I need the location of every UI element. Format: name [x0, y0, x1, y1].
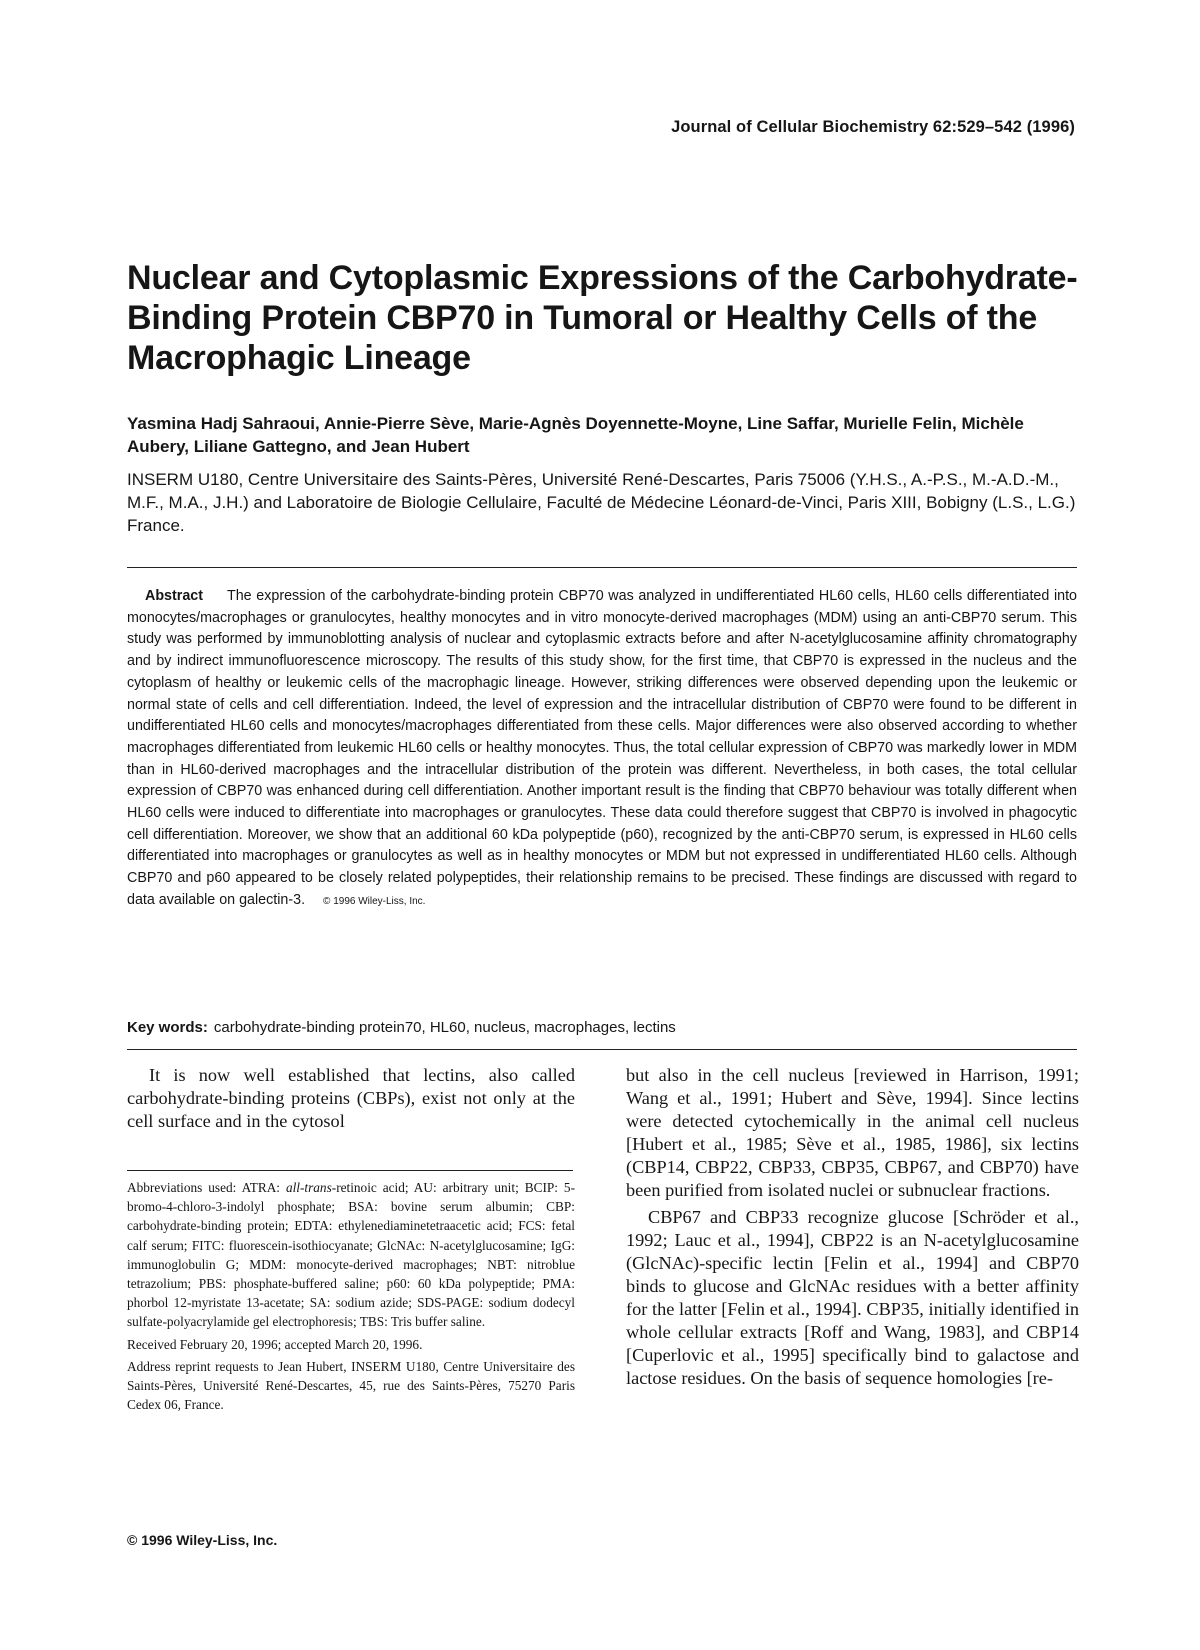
right-column — [626, 1064, 1079, 1394]
divider-bottom — [127, 1049, 1077, 1050]
abstract-label: Abstract — [145, 588, 203, 604]
affiliation: INSERM U180, Centre Universitaire des Saints-Pères, Université René-Descartes, Paris 75006 (Y.H.S., A.-P.S., M.-A.D.-M., M.F., M.A., J.H.) and Laboratoire de Biologie Cellulaire, Faculté de Médecine Léonard-de-Vinci, Paris XIII, Bobigny (L.S., L.G.) France. — [127, 470, 1076, 535]
keywords-text: carbohydrate-binding protein70, HL60, nucleus, macrophages, lectins — [213, 1019, 676, 1036]
keywords-label: Key words: — [127, 1019, 208, 1036]
footer-copyright: © 1996 Wiley-Liss, Inc. — [127, 1532, 278, 1548]
intro-paragraph-right-2: CBP67 and CBP33 recognize glucose [Schröder et al., 1992; Lauc et al., 1994], CBP22 is an N-acetylglucosamine (GlcNAc)-specific lectin [Felin et al., 1994] and CBP70 binds to glucose and GlcNAc residues with a better affinity for the latter [Felin et al., 1994]. CBP35, initially identified in whole cellular extracts [Roff and Wang, 1983], and CBP14 [Cuperlovic et al., 1995] specifically bind to galactose and lactose residues. On the basis of sequence homologies [re- — [626, 1207, 1079, 1388]
reprint-address: Address reprint requests to Jean Hubert, INSERM U180, Centre Universitaire des Saints-Pères, Université René-Descartes, 45, rue des Saints-Pères, 75270 Paris Cedex 06, France. — [127, 1358, 575, 1413]
footnote-rule — [127, 1170, 573, 1171]
intro-paragraph-left: It is now well established that lectins, also called carbohydrate-binding proteins (CBPs), exist not only at the cell surface and in the cytosol — [127, 1065, 575, 1131]
article-title: Nuclear and Cytoplasmic Expressions of the Carbohydrate-Binding Protein CBP70 in Tumoral or Healthy Cells of the Macrophagic Lineage — [127, 259, 1078, 377]
received-date: Received February 20, 1996; accepted March 20, 1996. — [127, 1336, 423, 1352]
divider-top — [127, 567, 1077, 568]
abstract-copyright: © 1996 Wiley-Liss, Inc. — [323, 895, 426, 907]
abbreviations-footnote — [127, 1178, 575, 1332]
footnotes — [127, 1178, 575, 1417]
journal-citation: Journal of Cellular Biochemistry 62:529–542 (1996) — [671, 118, 1075, 136]
abstract — [127, 586, 1077, 913]
keywords — [127, 1018, 1077, 1038]
intro-paragraph-right-1: but also in the cell nucleus [reviewed in Harrison, 1991; Wang et al., 1991; Hubert and Sève, 1994]. Since lectins were detected cytochemically in the animal cell nucleus [Hubert et al., 1985; Sève et al., 1985, 1986], six lectins (CBP14, CBP22, CBP33, CBP35, CBP67, and CBP70) have been purified from isolated nuclei or subnuclear fractions. — [626, 1065, 1079, 1200]
abbr-text: -retinoic acid; AU: arbitrary unit; BCIP: 5-bromo-4-chloro-3-indolyl phosphate; BSA: bovine serum albumin; CBP: carbohydrate-binding protein; EDTA: ethylenediaminetetraacetic acid; FCS: fetal calf serum; FITC: fluorescein-isothiocyanate; GlcNAc: N-acetylglucosamine; IgG: immunoglobulin G; MDM: monocyte-derived macrophages; NBT: nitroblue tetrazolium; PBS: phosphate-buffered saline; p60: 60 kDa polypeptide; PMA: phorbol 12-myristate 13-acetate; SA: sodium azide; SDS-PAGE: sodium dodecyl sulfate-polyacrylamide gel electrophoresis; TBS: Tris buffer saline. — [127, 1180, 575, 1330]
abbr-italic: all-trans — [285, 1180, 332, 1195]
abbr-prefix: ATRA: — [241, 1180, 280, 1195]
abbr-label: Abbreviations used: — [127, 1180, 237, 1195]
abstract-text: The expression of the carbohydrate-binding protein CBP70 was analyzed in undifferentiated HL60 cells, HL60 cells differentiated into monocytes/macrophages or granulocytes, healthy monocytes and in vitro monocyte-derived macrophages (MDM) using an anti-CBP70 serum. This study was performed by immunoblotting analysis of nuclear and cytoplasmic extracts before and after N-acetylglucosamine affinity chromatography and by indirect immunofluorescence microscopy. The results of this study show, for the first time, that CBP70 is expressed in the nucleus and the cytoplasm of healthy or leukemic cells of the macrophagic lineage. However, striking differences were observed depending upon the leukemic or normal state of cells and cell differentiation. Indeed, the level of expression and the intracellular distribution of CBP70 were found to be different in undifferentiated HL60 cells and monocytes/macrophages differentiated from these cells. Major differences were also observed according to whether macrophages differentiated from leukemic HL60 cells or healthy monocytes. Thus, the total cellular expression of CBP70 was markedly lower in MDM than in HL60-derived macrophages and the intracellular distribution of the protein was different. Nevertheless, in both cases, the total cellular expression of CBP70 was enhanced during cell differentiation. Another important result is the finding that CBP70 behaviour was totally different when HL60 cells were induced to differentiate into macrophages or granulocytes. These data could therefore suggest that CBP70 is involved in phagocytic cell differentiation. Moreover, we show that an additional 60 kDa polypeptide (p60), recognized by the anti-CBP70 serum, is expressed in HL60 cells differentiated into macrophages or granulocytes as well as in healthy monocytes or MDM but not expressed in undifferentiated HL60 cells. Although CBP70 and p60 appeared to be closely related polypeptides, their relationship remains to be precised. These findings are discussed with regard to data available on galectin-3. — [127, 588, 1077, 908]
author-list: Yasmina Hadj Sahraoui, Annie-Pierre Sève, Marie-Agnès Doyennette-Moyne, Line Saffar, Murielle Felin, Michèle Aubery, Liliane Gattegno, and Jean Hubert — [127, 414, 1024, 456]
